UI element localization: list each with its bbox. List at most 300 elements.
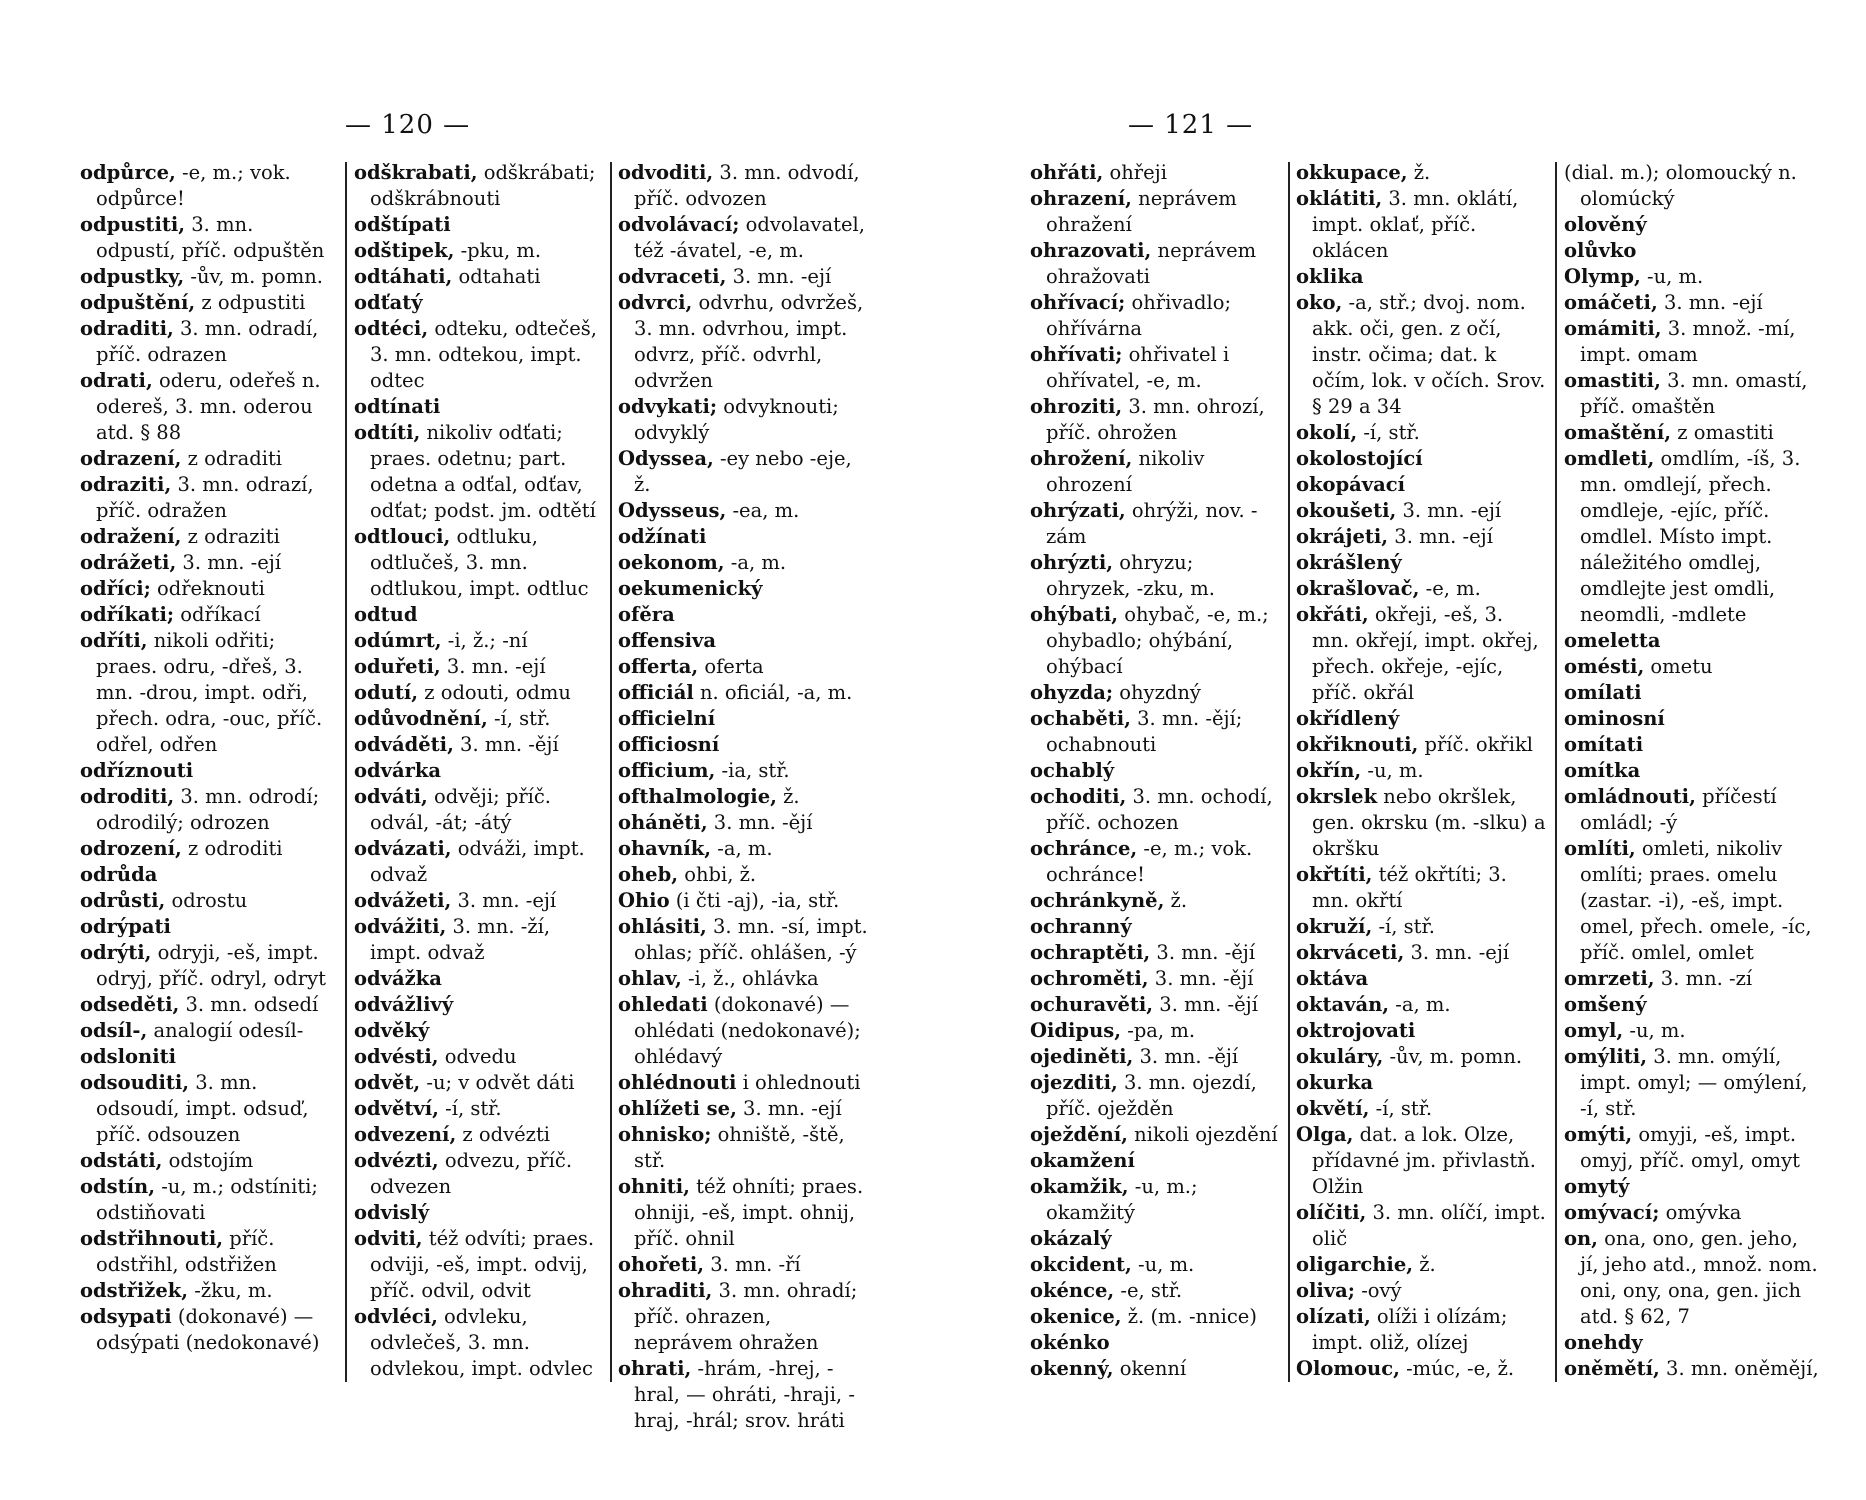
dictionary-entry bbox=[80, 992, 336, 1018]
dictionary-entry bbox=[1564, 1226, 1820, 1330]
entry-definition: analogií odesíl- bbox=[147, 1019, 304, 1042]
dictionary-entry bbox=[354, 914, 604, 966]
dictionary-entry bbox=[1030, 992, 1278, 1018]
dictionary-entry bbox=[80, 290, 336, 316]
dictionary-entry bbox=[1296, 1096, 1546, 1122]
entry-headword: Odysseus, bbox=[618, 499, 727, 522]
entry-definition: 3. mn. -ří bbox=[704, 1253, 801, 1276]
dictionary-entry bbox=[1296, 1252, 1546, 1278]
dictionary-entry bbox=[354, 628, 604, 654]
entry-definition: n. oficiál, -a, m. bbox=[693, 681, 853, 704]
entry-headword: odroditi, bbox=[80, 785, 175, 808]
entry-definition: ohybač, -e, m.; ohybadlo; ohýbání, ohýbací bbox=[1046, 603, 1269, 678]
dictionary-entry bbox=[1564, 992, 1820, 1018]
entry-headword: odražení, bbox=[80, 525, 182, 548]
entry-headword: omeletta bbox=[1564, 629, 1661, 652]
entry-definition: odřeknouti bbox=[150, 577, 265, 600]
entry-definition: odváži, impt. odvaž bbox=[370, 837, 585, 886]
entry-headword: ohrýzti, bbox=[1030, 551, 1114, 574]
dictionary-entry bbox=[618, 1174, 872, 1252]
entry-headword: odstín, bbox=[80, 1175, 156, 1198]
entry-definition: příč. okřikl bbox=[1418, 733, 1534, 756]
dictionary-entry bbox=[1564, 654, 1820, 680]
entry-headword: odvrci, bbox=[618, 291, 693, 314]
entry-headword: ohyzda; bbox=[1030, 681, 1114, 704]
dictionary-entry bbox=[1564, 758, 1820, 784]
dictionary-entry bbox=[354, 680, 604, 706]
dictionary-entry bbox=[618, 264, 872, 290]
entry-headword: onehdy bbox=[1564, 1331, 1643, 1354]
entry-definition: -u, m. bbox=[1361, 759, 1424, 782]
entry-headword: odsypati bbox=[80, 1305, 172, 1328]
entry-definition: 3. mn. -ejí bbox=[726, 265, 832, 288]
dictionary-entry bbox=[618, 810, 872, 836]
entry-definition: (dial. m.); olomoucký n. olomúcký bbox=[1564, 161, 1797, 210]
entry-headword: okkupace, bbox=[1296, 161, 1408, 184]
entry-headword: ochuravěti, bbox=[1030, 993, 1154, 1016]
dictionary-entry bbox=[1296, 290, 1546, 420]
right-page-column-3 bbox=[1564, 160, 1820, 1400]
entry-headword: odvézti, bbox=[354, 1149, 439, 1172]
entry-definition: neprávem ohražení bbox=[1046, 187, 1237, 236]
entry-definition: -e, stř. bbox=[1114, 1279, 1183, 1302]
entry-definition: -i, ž.; -ní bbox=[441, 629, 528, 652]
dictionary-entry bbox=[354, 316, 604, 394]
entry-headword: odstáti, bbox=[80, 1149, 163, 1172]
entry-headword: odúmrt, bbox=[354, 629, 442, 652]
entry-definition: 3. mn. odradí, příč. odrazen bbox=[96, 317, 319, 366]
dictionary-entry bbox=[354, 1122, 604, 1148]
entry-headword: odvázati, bbox=[354, 837, 452, 860]
entry-headword: okvětí, bbox=[1296, 1097, 1370, 1120]
entry-headword: oheb, bbox=[618, 863, 679, 886]
dictionary-entry bbox=[354, 1226, 604, 1304]
entry-definition: -u; v odvět dáti bbox=[420, 1071, 575, 1094]
entry-headword: odrazení, bbox=[80, 447, 182, 470]
entry-headword: odvážlivý bbox=[354, 993, 454, 1016]
entry-headword: odůvodnění, bbox=[354, 707, 488, 730]
entry-headword: Odyssea, bbox=[618, 447, 714, 470]
entry-headword: ohrýzati, bbox=[1030, 499, 1126, 522]
entry-headword: odvraceti, bbox=[618, 265, 727, 288]
entry-headword: odpustiti, bbox=[80, 213, 186, 236]
entry-definition: 3. mn. ohradí; příč. ohrazen, neprávem ohražen bbox=[634, 1279, 858, 1354]
left-page-column-1 bbox=[80, 160, 336, 1400]
entry-headword: oktaván, bbox=[1296, 993, 1390, 1016]
entry-headword: odvésti, bbox=[354, 1045, 439, 1068]
entry-definition: 3. mn. -ejí bbox=[736, 1097, 842, 1120]
entry-headword: oktrojovati bbox=[1296, 1019, 1416, 1042]
entry-definition: 3. mn. -ejí bbox=[1388, 525, 1493, 548]
entry-headword: okuláry, bbox=[1296, 1045, 1384, 1068]
entry-headword: ochoditi, bbox=[1030, 785, 1127, 808]
dictionary-entry bbox=[80, 316, 336, 368]
entry-headword: odvoditi, bbox=[618, 161, 714, 184]
dictionary-entry bbox=[1564, 784, 1820, 836]
entry-headword: okrájeti, bbox=[1296, 525, 1389, 548]
entry-headword: odrážeti, bbox=[80, 551, 177, 574]
entry-definition: 3. mn. -ějí bbox=[1148, 967, 1254, 990]
entry-definition: 3. mn. -ějí bbox=[707, 811, 813, 834]
dictionary-entry bbox=[618, 862, 872, 888]
dictionary-entry bbox=[1564, 316, 1820, 368]
entry-definition: (i čti -aj), -ia, stř. bbox=[669, 889, 840, 912]
column-rule bbox=[610, 162, 612, 1382]
entry-definition: odvezu, příč. odvezen bbox=[370, 1149, 573, 1198]
entry-definition: -í, stř. bbox=[1369, 1097, 1433, 1120]
entry-definition: 3. mn. oklátí, impt. oklať, příč. oklácen bbox=[1312, 187, 1519, 262]
entry-definition: 3. mn. -zí bbox=[1654, 967, 1753, 990]
entry-definition: odvrhu, odvržeš, 3. mn. odvrhou, impt. odvrz, příč. odvrhl, odvržen bbox=[634, 291, 864, 392]
entry-headword: omílati bbox=[1564, 681, 1642, 704]
entry-definition: z odroditi bbox=[181, 837, 283, 860]
entry-headword: olověný bbox=[1564, 213, 1647, 236]
dictionary-entry bbox=[1564, 732, 1820, 758]
entry-definition: -ia, stř. bbox=[715, 759, 790, 782]
dictionary-entry bbox=[354, 758, 604, 784]
entry-definition: -a, m. bbox=[724, 551, 787, 574]
entry-headword: omáčeti, bbox=[1564, 291, 1658, 314]
left-page-column-3 bbox=[618, 160, 872, 1432]
entry-definition: oferta bbox=[698, 655, 764, 678]
dictionary-entry bbox=[80, 914, 336, 940]
entry-headword: odváděti, bbox=[354, 733, 454, 756]
dictionary-entry bbox=[354, 1096, 604, 1122]
entry-headword: omámiti, bbox=[1564, 317, 1662, 340]
entry-headword: on, bbox=[1564, 1227, 1598, 1250]
entry-headword: oligarchie, bbox=[1296, 1253, 1414, 1276]
entry-definition: -ey nebo -eje, ž. bbox=[634, 447, 852, 496]
entry-headword: ohřívací; bbox=[1030, 291, 1126, 314]
dictionary-entry bbox=[1564, 1356, 1820, 1382]
entry-headword: odrati, bbox=[80, 369, 153, 392]
dictionary-entry bbox=[354, 238, 604, 264]
entry-definition: 3. mn. -ějí; ochabnouti bbox=[1046, 707, 1243, 756]
entry-headword: ohrati, bbox=[618, 1357, 692, 1380]
entry-definition: 3. mn. -ží, impt. odvaž bbox=[370, 915, 551, 964]
dictionary-entry bbox=[618, 784, 872, 810]
dictionary-entry bbox=[354, 524, 604, 602]
entry-definition: 3. mn. -ějí bbox=[453, 733, 559, 756]
entry-definition: 3. mn. odsedí bbox=[179, 993, 319, 1016]
entry-headword: omšený bbox=[1564, 993, 1647, 1016]
entry-headword: odvezení, bbox=[354, 1123, 457, 1146]
entry-headword: odutí, bbox=[354, 681, 419, 704]
dictionary-entry bbox=[1030, 680, 1278, 706]
dictionary-entry bbox=[1030, 940, 1278, 966]
entry-definition: ohrýži, nov. -zám bbox=[1046, 499, 1258, 548]
entry-headword: odtlouci, bbox=[354, 525, 451, 548]
dictionary-entry bbox=[80, 940, 336, 992]
entry-definition: -a, stř.; dvoj. nom. akk. oči, gen. z očí, instr. očima; dat. k očím, lok. v očích. Srov. § 29 a 34 bbox=[1312, 291, 1546, 418]
entry-headword: ochablý bbox=[1030, 759, 1115, 782]
dictionary-entry bbox=[1030, 238, 1278, 290]
dictionary-entry bbox=[1030, 342, 1278, 394]
entry-definition: 3. mn. -ejí bbox=[176, 551, 282, 574]
entry-headword: oktáva bbox=[1296, 967, 1369, 990]
right-page-column-1 bbox=[1030, 160, 1278, 1400]
entry-headword: okolostojící bbox=[1296, 447, 1423, 470]
dictionary-entry bbox=[1030, 1278, 1278, 1304]
dictionary-entry bbox=[1296, 1018, 1546, 1044]
entry-headword: oekumenický bbox=[618, 577, 763, 600]
entry-headword: offerta, bbox=[618, 655, 699, 678]
dictionary-entry bbox=[1296, 498, 1546, 524]
entry-definition: -í, stř. bbox=[1372, 915, 1435, 938]
entry-definition: -ův, m. pomn. bbox=[1383, 1045, 1523, 1068]
entry-headword: officielní bbox=[618, 707, 716, 730]
entry-headword: odsloniti bbox=[80, 1045, 177, 1068]
dictionary-entry bbox=[618, 1278, 872, 1356]
dictionary-entry bbox=[1564, 446, 1820, 628]
entry-headword: okoušeti, bbox=[1296, 499, 1397, 522]
entry-headword: odpůrce, bbox=[80, 161, 176, 184]
entry-headword: olízati, bbox=[1296, 1305, 1371, 1328]
dictionary-entry bbox=[618, 446, 872, 498]
dictionary-entry bbox=[1296, 550, 1546, 576]
entry-headword: odvárka bbox=[354, 759, 442, 782]
dictionary-entry bbox=[80, 1070, 336, 1148]
dictionary-entry bbox=[1564, 966, 1820, 992]
dictionary-entry bbox=[1564, 1018, 1820, 1044]
dictionary-entry bbox=[1296, 1044, 1546, 1070]
dictionary-entry bbox=[1564, 680, 1820, 706]
entry-definition: 3. mn. olíčí, impt. olič bbox=[1312, 1201, 1546, 1250]
entry-headword: omaštění, bbox=[1564, 421, 1672, 444]
entry-headword: odvět, bbox=[354, 1071, 421, 1094]
entry-headword: okamžik, bbox=[1030, 1175, 1129, 1198]
entry-definition: odvedu bbox=[438, 1045, 517, 1068]
entry-headword: ojediněti, bbox=[1030, 1045, 1134, 1068]
dictionary-entry bbox=[1030, 1122, 1278, 1148]
entry-headword: omyl, bbox=[1564, 1019, 1624, 1042]
entry-definition: odškrábati; odškrábnouti bbox=[370, 161, 596, 210]
entry-definition: -žku, m. bbox=[188, 1279, 273, 1302]
dictionary-entry bbox=[1296, 1200, 1546, 1252]
entry-headword: odpuštění, bbox=[80, 291, 196, 314]
entry-definition: 3. mn. -ejí bbox=[1396, 499, 1502, 522]
dictionary-entry bbox=[1296, 1070, 1546, 1096]
entry-headword: olůvko bbox=[1564, 239, 1637, 262]
dictionary-entry bbox=[618, 290, 872, 394]
dictionary-entry bbox=[1296, 472, 1546, 498]
dictionary-entry bbox=[80, 1304, 336, 1356]
entry-headword: omdleti, bbox=[1564, 447, 1655, 470]
dictionary-entry bbox=[1030, 836, 1278, 888]
entry-definition: -ový bbox=[1355, 1279, 1402, 1302]
entry-headword: officium, bbox=[618, 759, 716, 782]
entry-headword: odtíti, bbox=[354, 421, 421, 444]
entry-definition: (dokonavé) — odsýpati (nedokonavé) bbox=[96, 1305, 320, 1354]
dictionary-entry bbox=[618, 160, 872, 212]
entry-headword: odvážka bbox=[354, 967, 442, 990]
entry-definition: též ohníti; praes. ohniji, -eš, impt. ohnij, příč. ohnil bbox=[634, 1175, 864, 1250]
entry-headword: omrzeti, bbox=[1564, 967, 1655, 990]
entry-definition: 3. mn. ochodí, příč. ochozen bbox=[1046, 785, 1273, 834]
dictionary-entry bbox=[1564, 1044, 1820, 1122]
entry-headword: odštipek, bbox=[354, 239, 455, 262]
entry-definition: 3. množ. -mí, impt. omam bbox=[1580, 317, 1796, 366]
entry-headword: odťatý bbox=[354, 291, 423, 314]
entry-headword: omítka bbox=[1564, 759, 1641, 782]
entry-headword: ominosní bbox=[1564, 707, 1665, 730]
entry-headword: odváti, bbox=[354, 785, 428, 808]
entry-definition: i ohlednouti bbox=[736, 1071, 861, 1094]
entry-definition: 3. mn. odvodí, příč. odvozen bbox=[634, 161, 860, 210]
dictionary-entry bbox=[1296, 914, 1546, 940]
entry-definition: omleti, nikoliv omlíti; praes. omelu (zastar. -i), -eš, impt. omel, přech. omele, -íc, příč. omlel, omlet bbox=[1580, 837, 1812, 964]
entry-headword: olíčiti, bbox=[1296, 1201, 1367, 1224]
dictionary-entry bbox=[80, 446, 336, 472]
entry-definition: dat. a lok. Olze, přídavné jm. přivlastň. Olžin bbox=[1312, 1123, 1536, 1198]
dictionary-entry bbox=[1296, 186, 1546, 264]
dictionary-entry bbox=[1296, 602, 1546, 706]
dictionary-entry bbox=[80, 524, 336, 550]
dictionary-entry bbox=[1564, 290, 1820, 316]
dictionary-entry bbox=[1296, 758, 1546, 784]
dictionary-entry bbox=[80, 1226, 336, 1278]
entry-headword: omítati bbox=[1564, 733, 1644, 756]
dictionary-entry bbox=[1564, 1122, 1820, 1174]
entry-headword: odvětví, bbox=[354, 1097, 439, 1120]
dictionary-entry bbox=[354, 654, 604, 680]
dictionary-entry bbox=[1564, 238, 1820, 264]
entry-headword: odříznouti bbox=[80, 759, 194, 782]
dictionary-entry bbox=[1030, 1226, 1278, 1252]
entry-definition: odstojím bbox=[162, 1149, 254, 1172]
entry-headword: officiál bbox=[618, 681, 694, 704]
entry-headword: ohroziti, bbox=[1030, 395, 1123, 418]
entry-headword: odtínati bbox=[354, 395, 441, 418]
entry-headword: omastiti, bbox=[1564, 369, 1661, 392]
dictionary-entry bbox=[618, 1252, 872, 1278]
entry-headword: okrašlovač, bbox=[1296, 577, 1420, 600]
dictionary-entry bbox=[618, 394, 872, 446]
dictionary-entry bbox=[1296, 732, 1546, 758]
entry-definition: z odpustiti bbox=[195, 291, 306, 314]
entry-headword: ohledati bbox=[618, 993, 708, 1016]
entry-definition: -í, stř. bbox=[487, 707, 551, 730]
dictionary-entry bbox=[618, 992, 872, 1070]
dictionary-entry bbox=[354, 290, 604, 316]
entry-definition: ž. bbox=[1413, 1253, 1436, 1276]
dictionary-entry bbox=[618, 888, 872, 914]
entry-headword: omésti, bbox=[1564, 655, 1645, 678]
entry-definition: -ea, m. bbox=[726, 499, 800, 522]
dictionary-entry bbox=[618, 602, 872, 628]
dictionary-entry bbox=[80, 576, 336, 602]
entry-headword: odraditi, bbox=[80, 317, 174, 340]
dictionary-entry bbox=[1296, 706, 1546, 732]
entry-headword: ohlédnouti bbox=[618, 1071, 737, 1094]
entry-definition: z odraditi bbox=[181, 447, 283, 470]
entry-definition: nikoliv ohrození bbox=[1046, 447, 1205, 496]
dictionary-entry bbox=[1030, 966, 1278, 992]
entry-headword: okcident, bbox=[1030, 1253, 1132, 1276]
dictionary-entry bbox=[354, 394, 604, 420]
entry-headword: ohniti, bbox=[618, 1175, 690, 1198]
dictionary-entry bbox=[618, 654, 872, 680]
dictionary-entry bbox=[618, 524, 872, 550]
entry-headword: ochránce, bbox=[1030, 837, 1138, 860]
dictionary-entry bbox=[354, 732, 604, 758]
entry-definition: 3. mn. odpustí, příč. odpuštěn bbox=[96, 213, 325, 262]
entry-definition: (dokonavé) — ohlédati (nedokonavé); ohlédavý bbox=[634, 993, 861, 1068]
dictionary-entry bbox=[1030, 1018, 1278, 1044]
dictionary-entry bbox=[1030, 914, 1278, 940]
entry-definition: -múc, -e, ž. bbox=[1399, 1357, 1515, 1380]
entry-headword: odvěký bbox=[354, 1019, 430, 1042]
column-rule bbox=[1288, 162, 1290, 1382]
dictionary-entry bbox=[1564, 264, 1820, 290]
entry-headword: okrášlený bbox=[1296, 551, 1402, 574]
entry-definition: ohyzdný bbox=[1113, 681, 1201, 704]
dictionary-entry bbox=[1030, 446, 1278, 498]
entry-definition: ohbi, ž. bbox=[678, 863, 757, 886]
dictionary-entry bbox=[618, 1356, 872, 1434]
dictionary-entry bbox=[354, 212, 604, 238]
entry-definition: 3. mn. oněmějí, bbox=[1659, 1357, 1819, 1380]
dictionary-entry bbox=[1296, 992, 1546, 1018]
dictionary-entry bbox=[1030, 550, 1278, 602]
entry-headword: oháněti, bbox=[618, 811, 708, 834]
entry-headword: odštípati bbox=[354, 213, 451, 236]
dictionary-entry bbox=[1296, 784, 1546, 862]
dictionary-entry bbox=[1030, 1148, 1278, 1174]
entry-headword: odvolávací; bbox=[618, 213, 740, 236]
entry-headword: odviti, bbox=[354, 1227, 423, 1250]
entry-headword: Olomouc, bbox=[1296, 1357, 1400, 1380]
dictionary-entry bbox=[618, 498, 872, 524]
entry-definition: ohřeji bbox=[1103, 161, 1167, 184]
entry-headword: okenice, bbox=[1030, 1305, 1122, 1328]
entry-headword: okřín, bbox=[1296, 759, 1362, 782]
entry-headword: odrození, bbox=[80, 837, 182, 860]
dictionary-entry bbox=[618, 628, 872, 654]
entry-headword: odtéci, bbox=[354, 317, 429, 340]
entry-headword: omlíti, bbox=[1564, 837, 1636, 860]
entry-definition: příčestí omládl; -ý bbox=[1580, 785, 1777, 834]
dictionary-entry bbox=[1296, 1304, 1546, 1356]
entry-headword: ochraptěti, bbox=[1030, 941, 1151, 964]
entry-headword: omýti, bbox=[1564, 1123, 1633, 1146]
dictionary-entry bbox=[354, 992, 604, 1018]
entry-headword: okřtíti, bbox=[1296, 863, 1373, 886]
entry-headword: odsouditi, bbox=[80, 1071, 190, 1094]
dictionary-entry bbox=[354, 836, 604, 888]
dictionary-entry bbox=[354, 784, 604, 836]
entry-definition: okenní bbox=[1113, 1357, 1187, 1380]
entry-definition: odvleku, odvlečeš, 3. mn. odvlekou, impt. odvlec bbox=[370, 1305, 593, 1380]
entry-headword: odvislý bbox=[354, 1201, 430, 1224]
entry-definition: ohryzu; ohryzek, -zku, m. bbox=[1046, 551, 1215, 600]
dictionary-entry bbox=[1030, 1044, 1278, 1070]
left-page-column-2 bbox=[354, 160, 604, 1400]
dictionary-entry bbox=[618, 706, 872, 732]
dictionary-entry bbox=[354, 888, 604, 914]
entry-headword: oduřeti, bbox=[354, 655, 441, 678]
entry-headword: okruží, bbox=[1296, 915, 1373, 938]
entry-headword: odrýti, bbox=[80, 941, 152, 964]
dictionary-entry bbox=[1296, 420, 1546, 446]
dictionary-entry bbox=[1564, 1330, 1820, 1356]
dictionary-entry bbox=[1296, 524, 1546, 550]
entry-definition: 3. mn. -ějí bbox=[1150, 941, 1256, 964]
entry-definition: neprávem ohražovati bbox=[1046, 239, 1257, 288]
entry-definition: omdlím, -íš, 3. mn. omdlejí, přech. omdleje, -ejíc, příč. omdlel. Místo impt. náležitého omdlej, omdlejte jest omdli, neomdli, -mdlete bbox=[1580, 447, 1801, 626]
entry-definition: ž. bbox=[776, 785, 800, 808]
dictionary-entry bbox=[80, 862, 336, 888]
